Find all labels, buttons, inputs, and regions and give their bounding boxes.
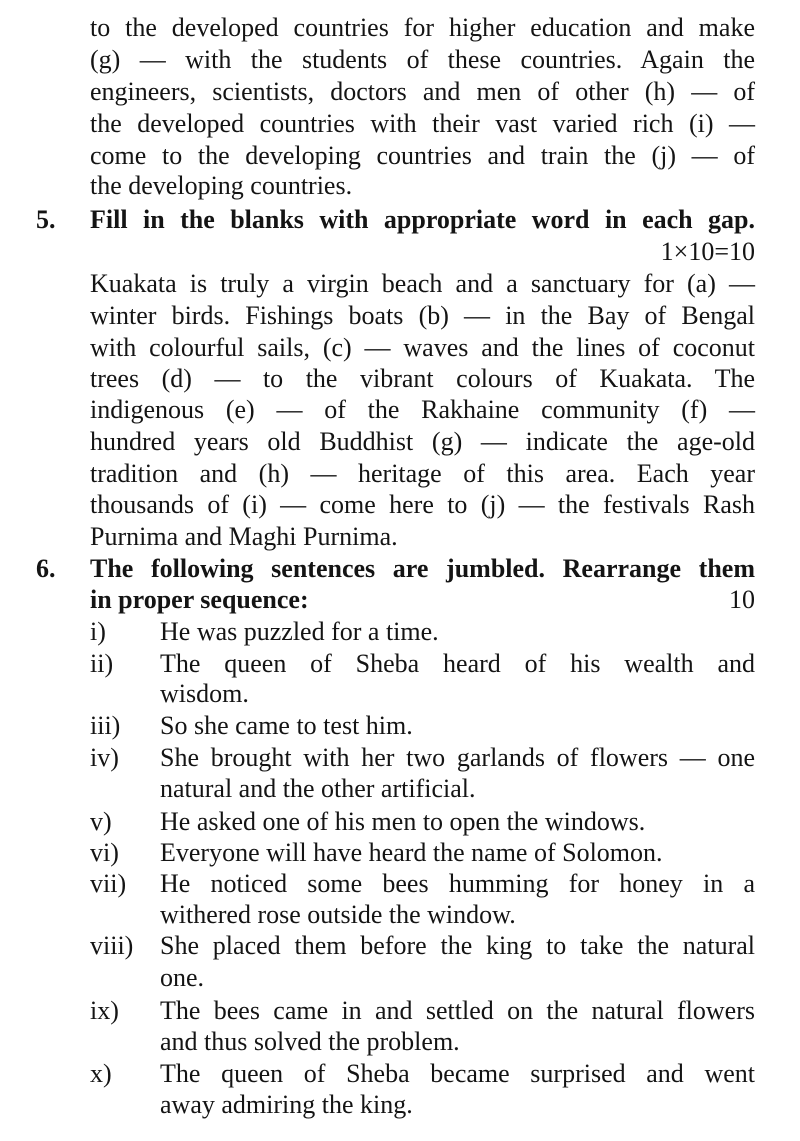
item-text: The bees came in and settled on the natural flowers (160, 996, 755, 1025)
passage-line: with colourful sails, (c) — waves and the lines of coconut (90, 333, 755, 362)
item-text: natural and the other artificial. (160, 774, 476, 803)
question-instruction-row (90, 584, 755, 616)
passage-line: tradition and (h) — heritage of this area. Each year (90, 459, 755, 488)
marks-label: 10 (729, 585, 755, 614)
item-text: The queen of Sheba became surprised and went (160, 1059, 755, 1088)
passage-line: hundred years old Buddhist (g) — indicate the age-old (90, 427, 755, 456)
question-number: 5. (36, 205, 56, 234)
passage-line: indigenous (e) — of the Rakhaine community (f) — (90, 395, 755, 424)
item-text: one. (160, 963, 205, 992)
item-text: She brought with her two garlands of flowers — one (160, 743, 755, 772)
item-text: He was puzzled for a time. (160, 617, 439, 646)
item-text: wisdom. (160, 679, 249, 708)
item-text: The queen of Sheba heard of his wealth and (160, 649, 755, 678)
item-text: and thus solved the problem. (160, 1027, 460, 1056)
item-text: He asked one of his men to open the windows. (160, 807, 646, 836)
passage-line: the developed countries with their vast varied rich (i) — (90, 109, 755, 138)
item-numeral: x) (90, 1059, 112, 1088)
question-number: 6. (36, 554, 56, 583)
item-text: She placed them before the king to take the natural (160, 931, 755, 960)
item-numeral: viii) (90, 931, 134, 960)
question-instruction: The following sentences are jumbled. Rearrange them (90, 554, 755, 583)
item-text: withered rose outside the window. (160, 900, 516, 929)
item-text: So she came to test him. (160, 711, 413, 740)
passage-line: come to the developing countries and train the (j) — of (90, 141, 755, 170)
item-text: He noticed some bees humming for honey in a (160, 869, 755, 898)
item-numeral: iv) (90, 743, 119, 772)
passage-line: trees (d) — to the vibrant colours of Kuakata. The (90, 364, 755, 393)
item-numeral: v) (90, 807, 112, 836)
passage-line: engineers, scientists, doctors and men of other (h) — of (90, 77, 755, 106)
marks-label: 1×10=10 (660, 237, 755, 266)
passage-line: to the developed countries for higher education and make (90, 13, 755, 42)
item-numeral: vii) (90, 869, 127, 898)
question-instruction: in proper sequence: (90, 585, 309, 614)
passage-line: Purnima and Maghi Purnima. (90, 522, 398, 551)
item-numeral: ii) (90, 649, 114, 678)
item-numeral: ix) (90, 996, 119, 1025)
item-numeral: iii) (90, 711, 121, 740)
passage-line: (g) — with the students of these countries. Again the (90, 45, 755, 74)
passage-line: Kuakata is truly a virgin beach and a sanctuary for (a) — (90, 269, 755, 298)
item-numeral: i) (90, 617, 106, 646)
passage-line: thousands of (i) — come here to (j) — the festivals Rash (90, 490, 755, 519)
item-text: Everyone will have heard the name of Solomon. (160, 838, 663, 867)
passage-line: the developing countries. (90, 171, 353, 200)
item-text: away admiring the king. (160, 1090, 413, 1119)
item-numeral: vi) (90, 838, 119, 867)
passage-line: winter birds. Fishings boats (b) — in the Bay of Bengal (90, 301, 755, 330)
question-instruction: Fill in the blanks with appropriate word in each gap. (90, 205, 755, 234)
